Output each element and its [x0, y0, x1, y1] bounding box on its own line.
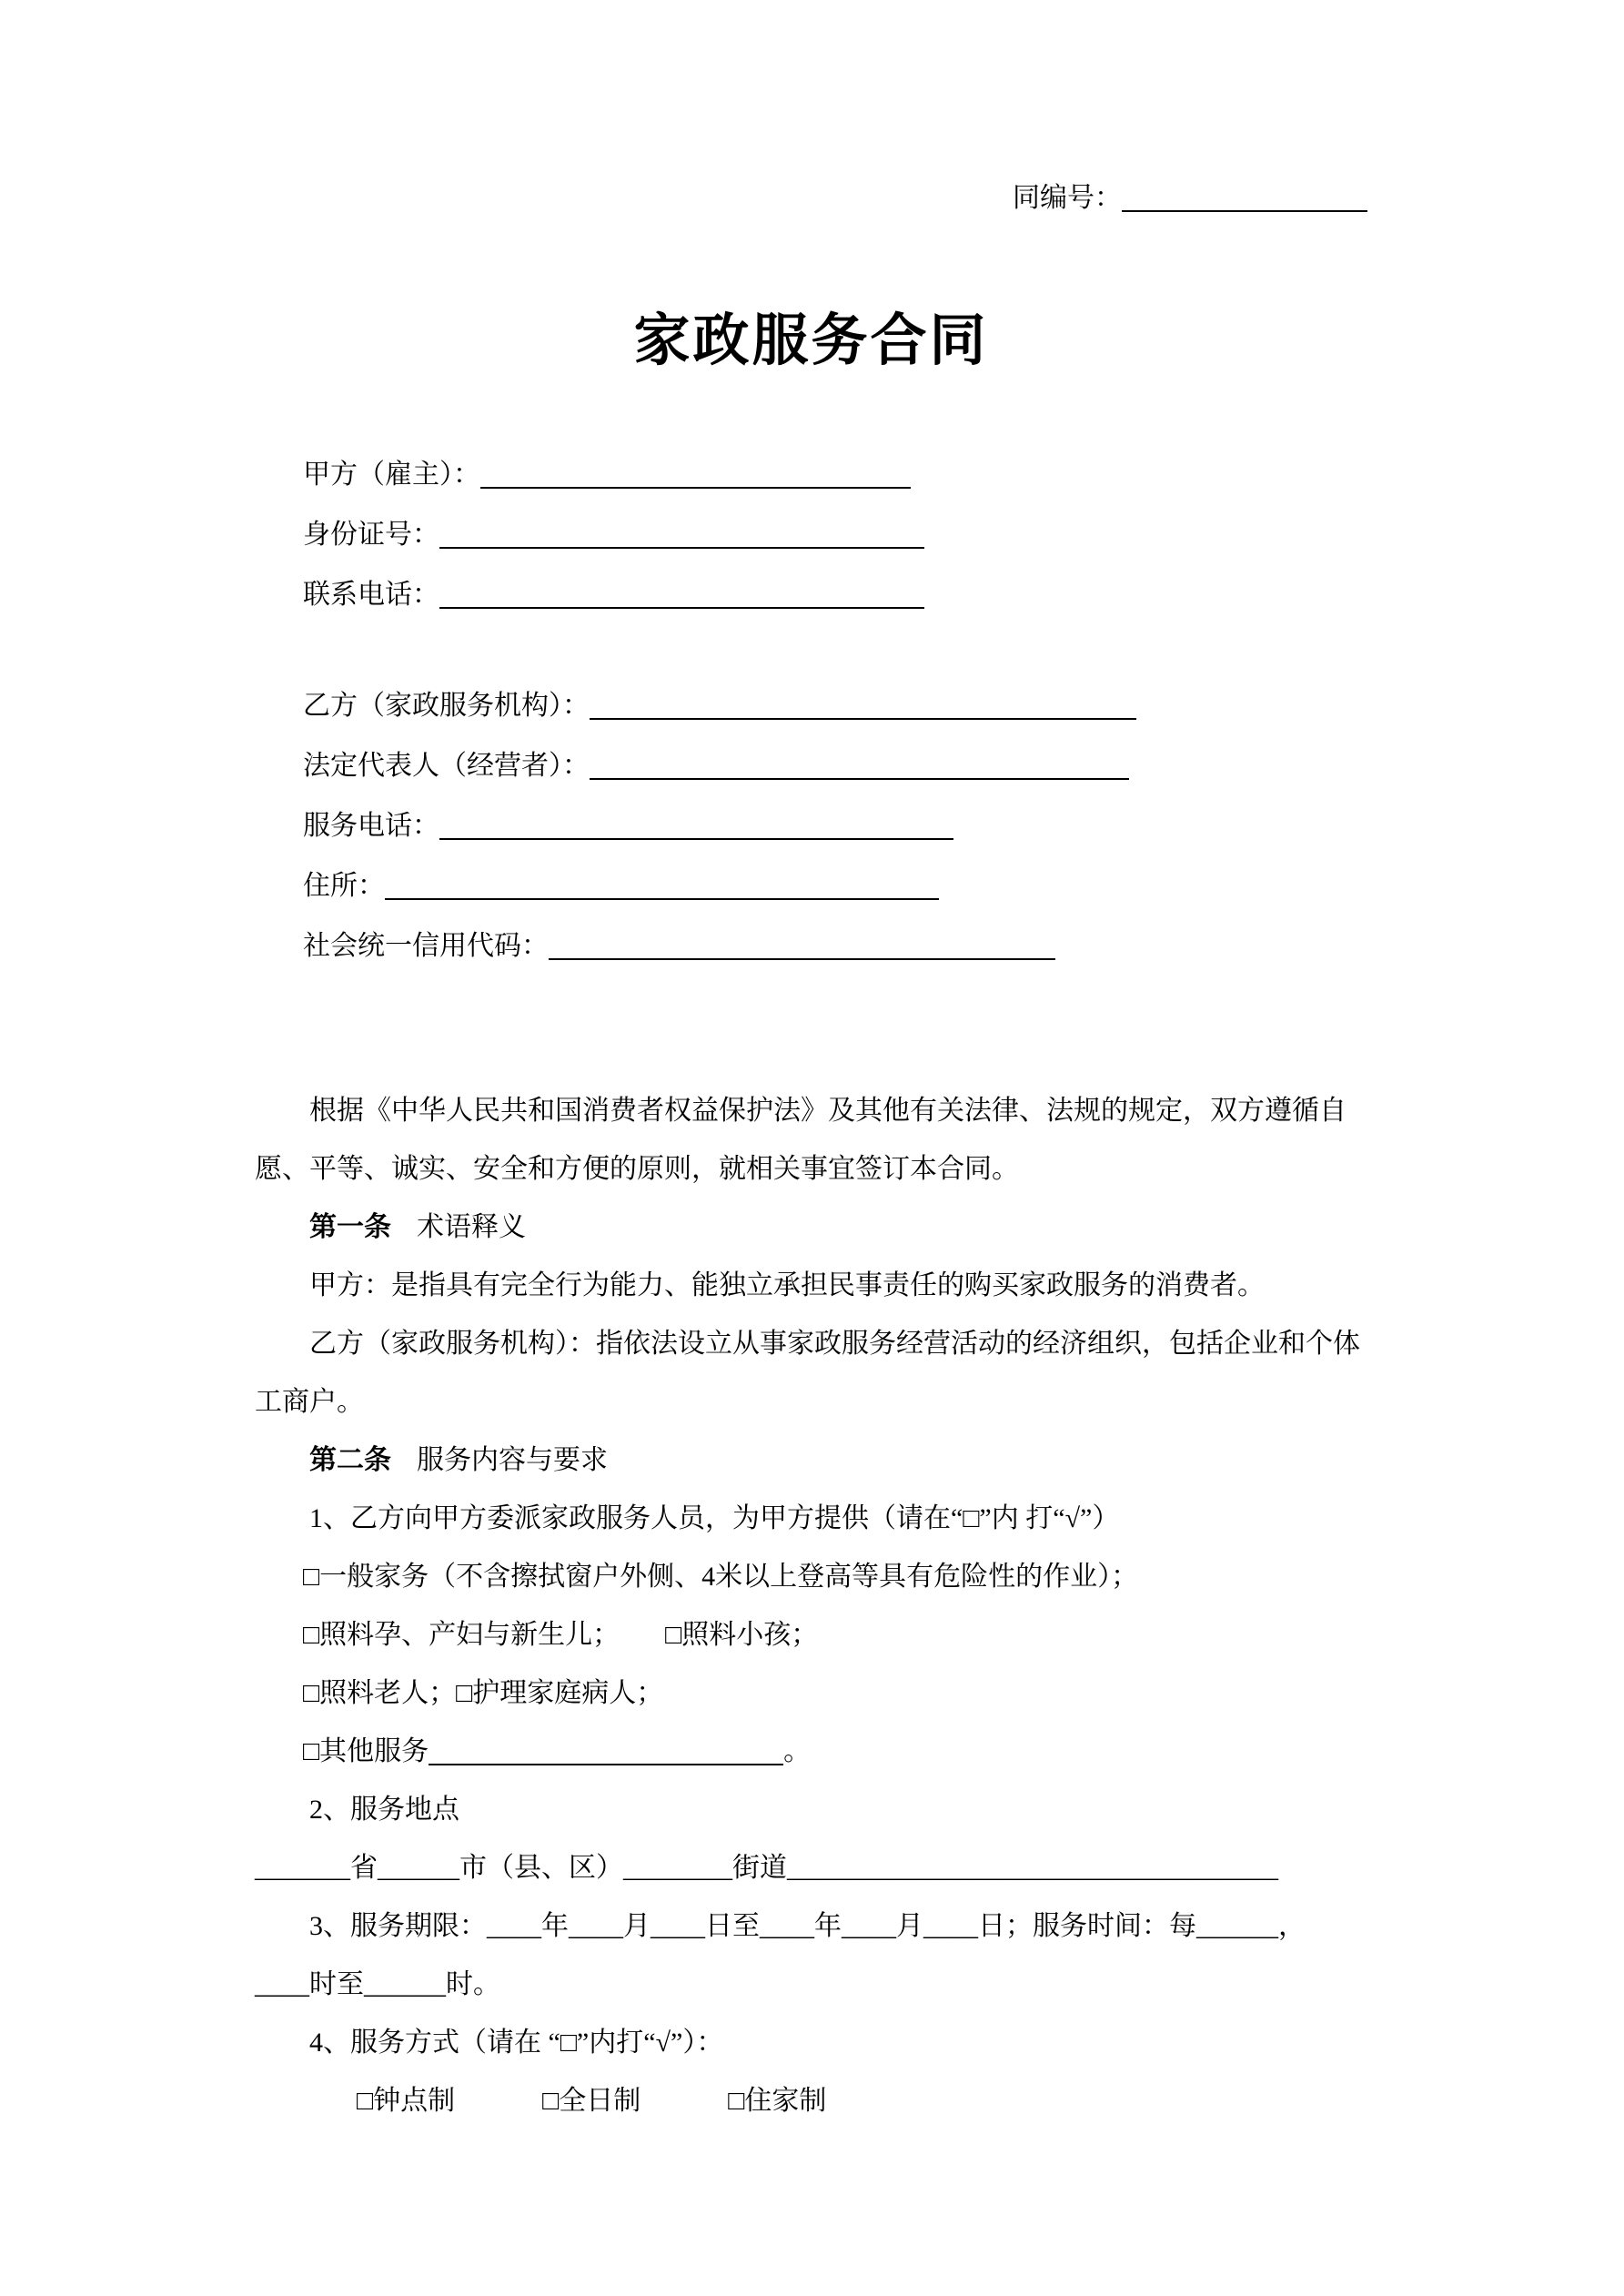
party-a-name-blank[interactable] [480, 461, 911, 489]
party-a-name-line [255, 445, 1367, 505]
party-b-agency-label: 乙方（家政服务机构）： [303, 691, 590, 721]
party-b-credit-code-label: 社会统一信用代码： [303, 931, 549, 961]
livein-mode-label: 住家制 [744, 2086, 827, 2116]
service-location-line: _______省______市（县、区）________街道____________________________________ [255, 1853, 1278, 1883]
preamble-paragraph: 根据《中华人民共和国消费者权益保护法》及其他有关法律、法规的规定，双方遵循自愿、平等、诚实、安全和方便的原则，就相关事宜签订本合同。 [255, 1096, 1347, 1184]
contract-number-label: 同编号： [1013, 183, 1122, 213]
patient-care-checkbox[interactable]: □ [456, 1678, 473, 1708]
livein-mode-checkbox[interactable]: □ [728, 2086, 745, 2116]
article2-number: 第二条 [309, 1445, 391, 1475]
option-care-line-1 [255, 1606, 1367, 1664]
party-a-id-label: 身份证号： [303, 520, 439, 550]
article1-title: 术语释义 [417, 1212, 526, 1242]
article1-number: 第一条 [309, 1212, 391, 1242]
option-general-housework-line [255, 1548, 1367, 1606]
other-service-suffix: 。 [783, 1736, 812, 1766]
contract-body [255, 1082, 1367, 2130]
party-b-credit-code-line [255, 916, 1367, 976]
service-mode-row [255, 2072, 1367, 2130]
option-care-line-2 [255, 1664, 1367, 1723]
service-term-line-2: ____时至______时。 [255, 1969, 500, 1999]
party-b-legal-rep-label: 法定代表人（经营者）： [303, 751, 590, 781]
party-b-section [255, 676, 1367, 976]
article2-title: 服务内容与要求 [417, 1445, 608, 1475]
maternity-care-checkbox[interactable]: □ [303, 1620, 320, 1650]
party-b-phone-line [255, 796, 1367, 856]
party-a-phone-line [255, 565, 1367, 625]
other-service-blank[interactable] [429, 1738, 783, 1765]
contract-number-blank[interactable] [1122, 185, 1367, 212]
hourly-mode-label: 钟点制 [373, 2086, 456, 2116]
article2-heading [255, 1431, 1367, 1490]
contract-number-line [255, 180, 1367, 217]
party-b-address-line [255, 856, 1367, 916]
child-care-label: 照料小孩； [681, 1620, 819, 1650]
fulltime-mode-checkbox[interactable]: □ [542, 2086, 560, 2116]
general-housework-label: 一般家务（不含擦拭窗户外侧、4米以上登高等具有危险性的作业）； [319, 1562, 1139, 1592]
party-b-legal-rep-line [255, 736, 1367, 796]
patient-care-label: 护理家庭病人； [472, 1678, 664, 1708]
party-a-phone-blank[interactable] [439, 582, 924, 609]
party-a-name-label: 甲方（雇主）： [303, 460, 480, 490]
article1-heading [255, 1199, 1367, 1257]
party-a-section [255, 445, 1367, 625]
fulltime-mode-label: 全日制 [559, 2086, 641, 2116]
service-term-line-1: 3、服务期限：____年____月____日至____年____月____日；服务时间：每______， [309, 1911, 1306, 1941]
party-a-id-blank[interactable] [439, 521, 924, 549]
other-service-checkbox[interactable]: □ [303, 1736, 320, 1766]
elderly-care-label: 照料老人； [319, 1678, 457, 1708]
party-b-phone-label: 服务电话： [303, 811, 439, 841]
party-b-address-blank[interactable] [385, 873, 939, 900]
maternity-care-label: 照料孕、产妇与新生儿； [319, 1620, 620, 1650]
service-item-1: 1、乙方向甲方委派家政服务人员，为甲方提供（请在“□”内 打“√”） [309, 1503, 1120, 1533]
party-b-legal-rep-blank[interactable] [590, 753, 1129, 780]
party-b-agency-line [255, 676, 1367, 736]
party-b-address-label: 住所： [303, 871, 385, 901]
party-b-credit-code-blank[interactable] [549, 933, 1055, 960]
other-service-label: 其他服务 [319, 1736, 429, 1766]
article1-para-2: 乙方（家政服务机构）：指依法设立从事家政服务经营活动的经济组织，包括企业和个体工商户。 [255, 1329, 1360, 1417]
elderly-care-checkbox[interactable]: □ [303, 1678, 320, 1708]
article1-para-1: 甲方：是指具有完全行为能力、能独立承担民事责任的购买家政服务的消费者。 [309, 1270, 1265, 1300]
party-a-id-line [255, 505, 1367, 565]
party-b-agency-blank[interactable] [590, 693, 1136, 720]
hourly-mode-checkbox[interactable]: □ [357, 2086, 374, 2116]
party-a-phone-label: 联系电话： [303, 580, 439, 610]
page-title: 家政服务合同 [633, 309, 989, 372]
party-b-phone-blank[interactable] [439, 813, 953, 840]
child-care-checkbox[interactable]: □ [665, 1620, 682, 1650]
option-other-line [255, 1723, 1367, 1781]
service-item-4: 4、服务方式（请在 “□”内打“√”）： [309, 2028, 724, 2058]
service-item-2: 2、服务地点 [309, 1795, 459, 1825]
general-housework-checkbox[interactable]: □ [303, 1562, 320, 1592]
